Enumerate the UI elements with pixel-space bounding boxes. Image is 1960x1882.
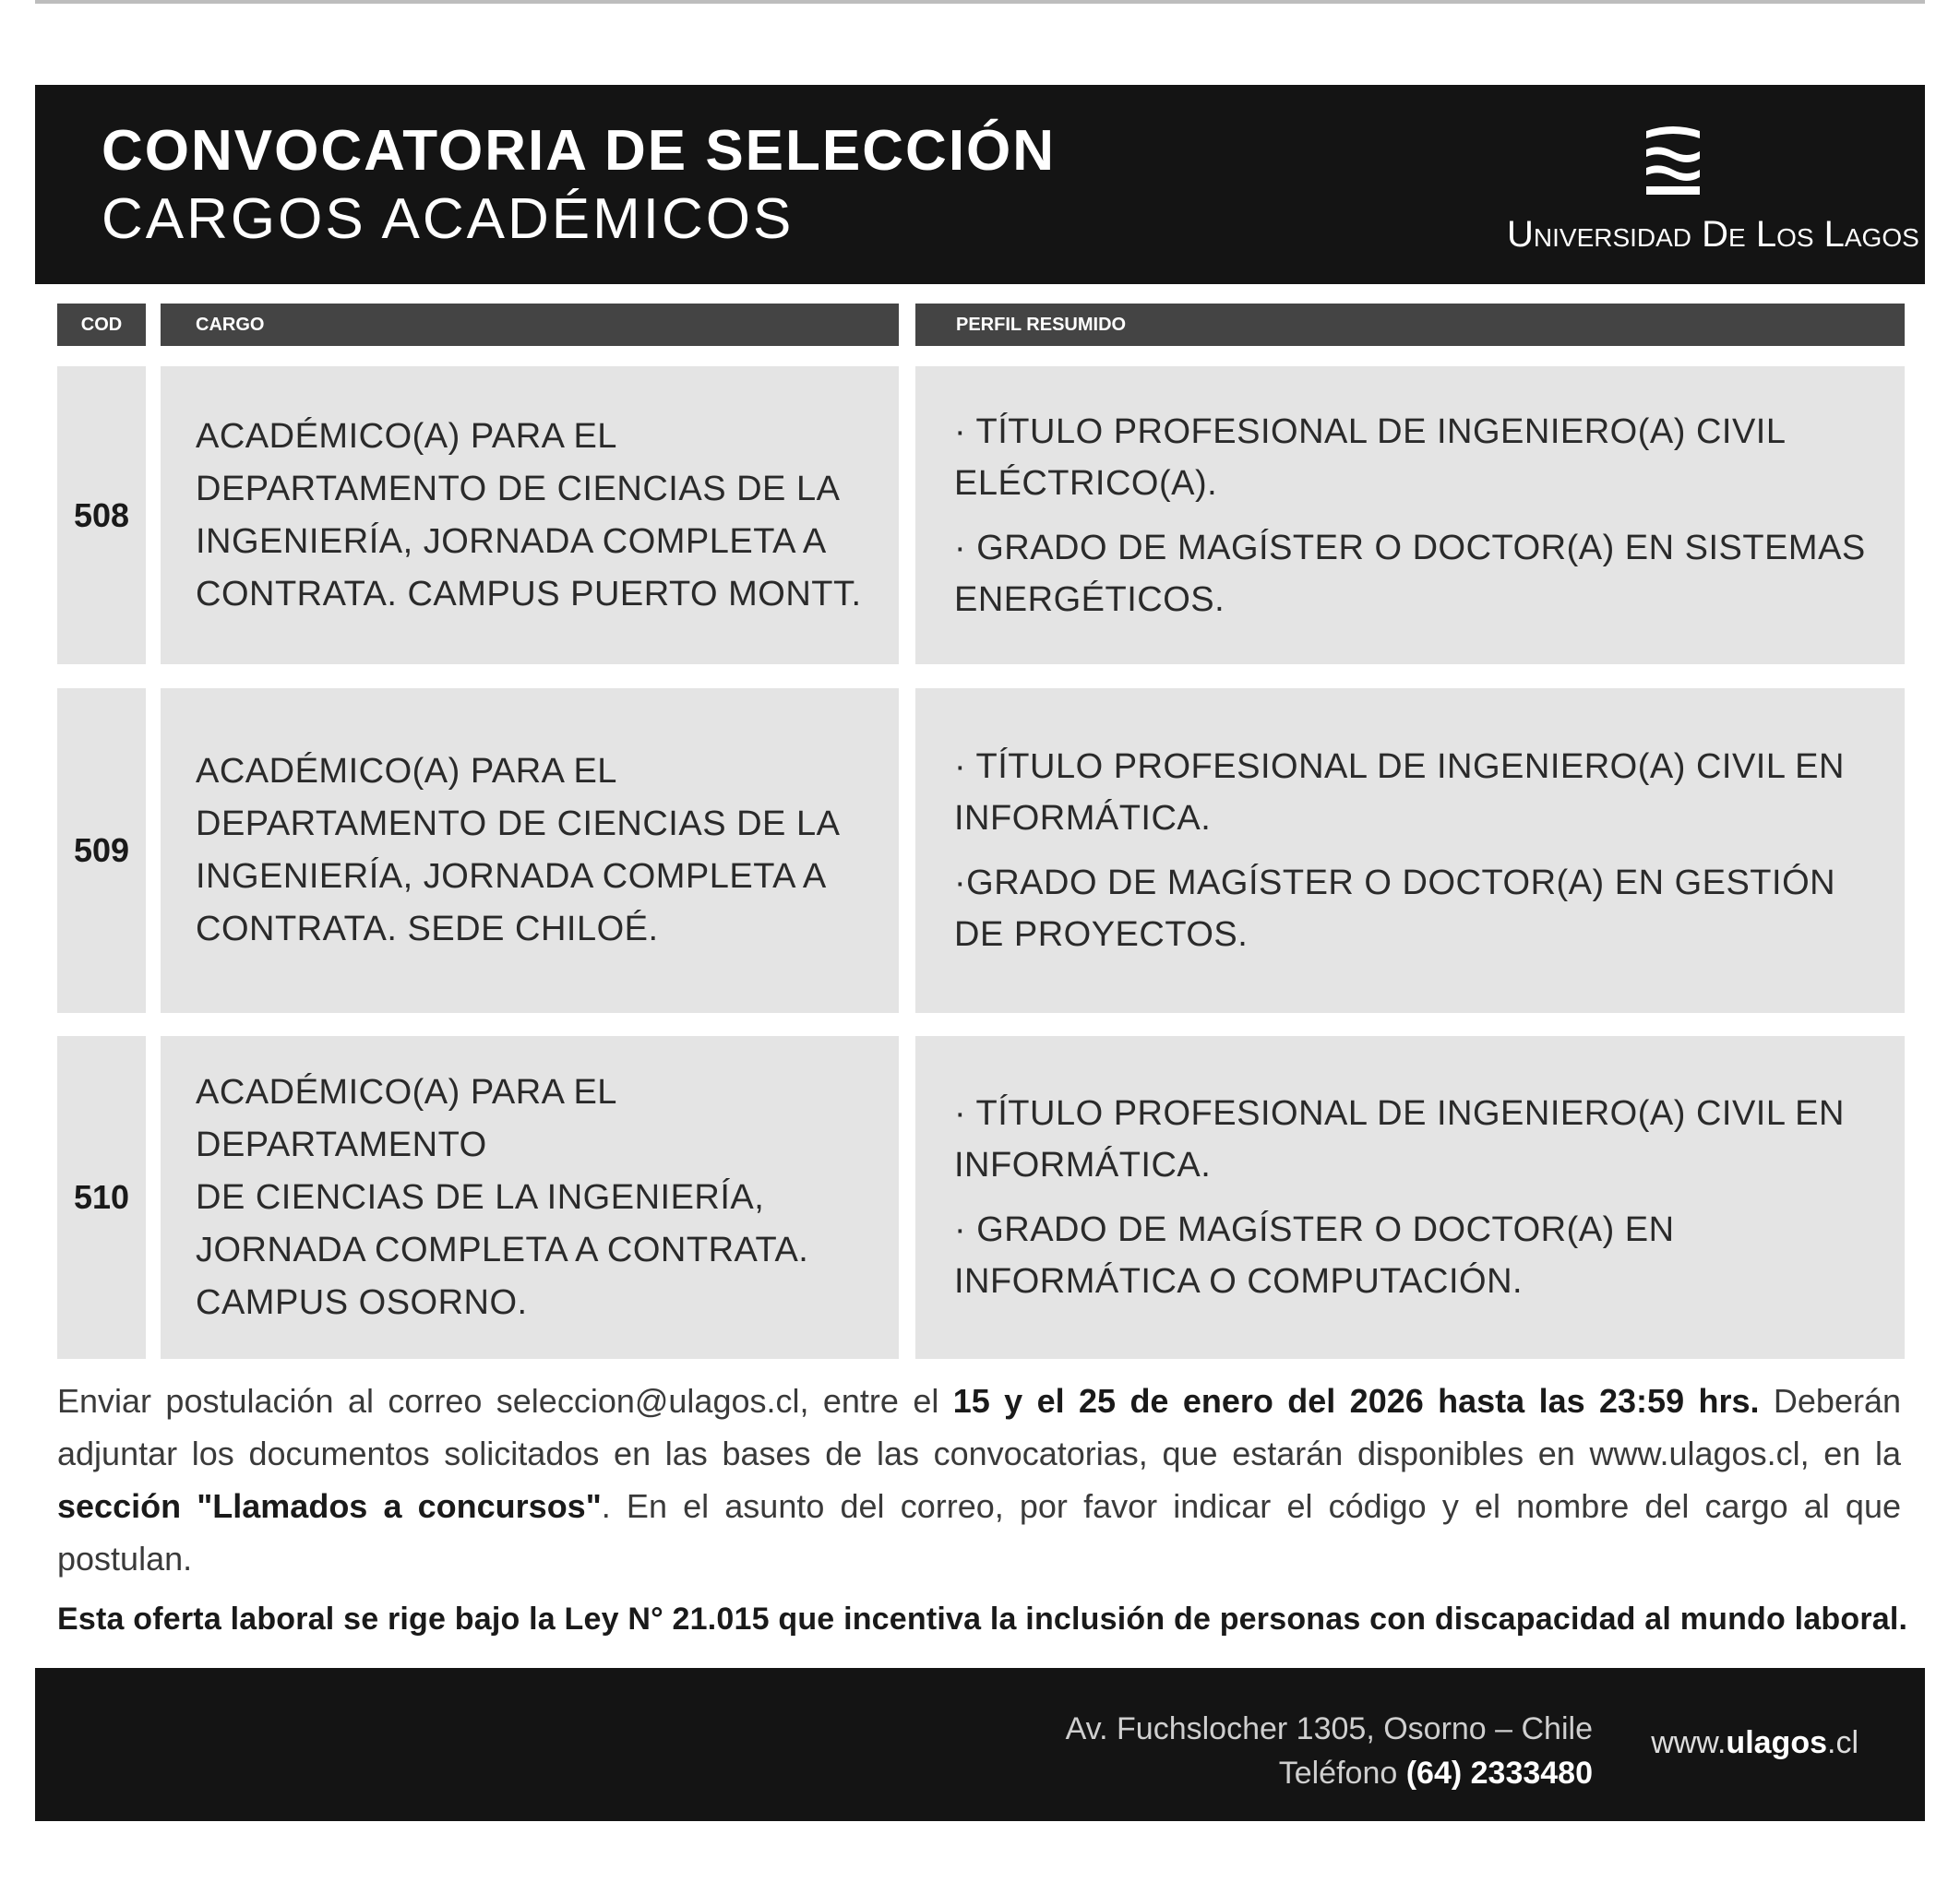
- application-instructions: [57, 1375, 1901, 1585]
- phone-label: Teléfono: [1278, 1756, 1406, 1791]
- cargo-text: ACADÉMICO(A) PARA EL DEPARTAMENTO DE CIENCIAS DE LA INGENIERÍA, JORNADA COMPLETA A CONTRATA. CAMPUS PUERTO MONTT.: [196, 416, 862, 613]
- column-header-cargo: CARGO: [161, 304, 899, 346]
- top-divider: [35, 0, 1925, 4]
- instructions-text: Deberán adjuntar los documentos solicitados en las bases de las convocatorias, que estarán disponibles en www.ulagos.cl, en la: [57, 1382, 1901, 1472]
- website-link[interactable]: [1651, 1725, 1858, 1761]
- website-suffix: .cl: [1827, 1725, 1858, 1760]
- deadline-dates: 15 y el 25 de enero del 2026 hasta las 23:59 hrs.: [952, 1382, 1760, 1420]
- perfil-item: · TÍTULO PROFESIONAL DE INGENIERO(A) CIVIL EN INFORMÁTICA.: [954, 1094, 1845, 1185]
- perfil-item: · TÍTULO PROFESIONAL DE INGENIERO(A) CIVIL EN INFORMÁTICA.: [954, 747, 1845, 838]
- perfil-item: · GRADO DE MAGÍSTER O DOCTOR(A) EN INFORMÁTICA O COMPUTACIÓN.: [954, 1210, 1675, 1301]
- row-code: 510: [57, 1036, 146, 1359]
- section-reference: sección "Llamados a concursos": [57, 1487, 602, 1525]
- cargo-text: ACADÉMICO(A) PARA EL DEPARTAMENTO DE CIENCIAS DE LA INGENIERÍA, JORNADA COMPLETA A CONTRATA. SEDE CHILOÉ.: [196, 752, 841, 948]
- perfil-item: · GRADO DE MAGÍSTER O DOCTOR(A) EN SISTEMAS ENERGÉTICOS.: [954, 528, 1866, 619]
- contact-info: [1066, 1707, 1593, 1795]
- page-title: CONVOCATORIA DE SELECCIÓN: [102, 119, 1057, 183]
- instructions-text: Enviar postulación al correo seleccion@ulagos.cl, entre el: [57, 1382, 953, 1420]
- phone-number: (64) 2333480: [1405, 1756, 1593, 1791]
- column-header-cod: COD: [57, 304, 146, 346]
- perfil-item: · TÍTULO PROFESIONAL DE INGENIERO(A) CIVIL ELÉCTRICO(A).: [954, 411, 1787, 503]
- university-logo-icon: [1641, 124, 1705, 197]
- footer-banner: [35, 1668, 1925, 1821]
- perfil-item: ·GRADO DE MAGÍSTER O DOCTOR(A) EN GESTIÓN DE PROYECTOS.: [954, 864, 1836, 954]
- row-perfil: [915, 1036, 1905, 1359]
- row-code: 508: [57, 366, 146, 664]
- row-code: 509: [57, 688, 146, 1013]
- header-banner: [35, 85, 1925, 284]
- phone-line: [1066, 1751, 1593, 1795]
- law-notice: Esta oferta laboral se rige bajo la Ley N° 21.015 que incentiva la inclusión de personas con discapacidad al mundo laboral.: [57, 1602, 1908, 1637]
- row-cargo: [161, 366, 899, 664]
- website-domain: ulagos: [1726, 1725, 1827, 1760]
- column-header-perfil: PERFIL RESUMIDO: [915, 304, 1905, 346]
- address-text: Av. Fuchslocher 1305, Osorno – Chile: [1065, 1711, 1593, 1746]
- website-prefix: www.: [1651, 1725, 1727, 1760]
- page-subtitle: CARGOS ACADÉMICOS: [102, 187, 795, 251]
- row-cargo: [161, 688, 899, 1013]
- cargo-text: ACADÉMICO(A) PARA EL DEPARTAMENTO DE CIENCIAS DE LA INGENIERÍA, JORNADA COMPLETA A CONTRATA. CAMPUS OSORNO.: [196, 1072, 809, 1322]
- row-perfil: [915, 366, 1905, 664]
- row-perfil: [915, 688, 1905, 1013]
- university-logo-text: Universidad De Los Lagos: [1507, 214, 1919, 255]
- instructions-text: . En el asunto del correo, por favor indicar el código y el nombre del cargo al que postulan.: [57, 1487, 1901, 1578]
- row-cargo: [161, 1036, 899, 1359]
